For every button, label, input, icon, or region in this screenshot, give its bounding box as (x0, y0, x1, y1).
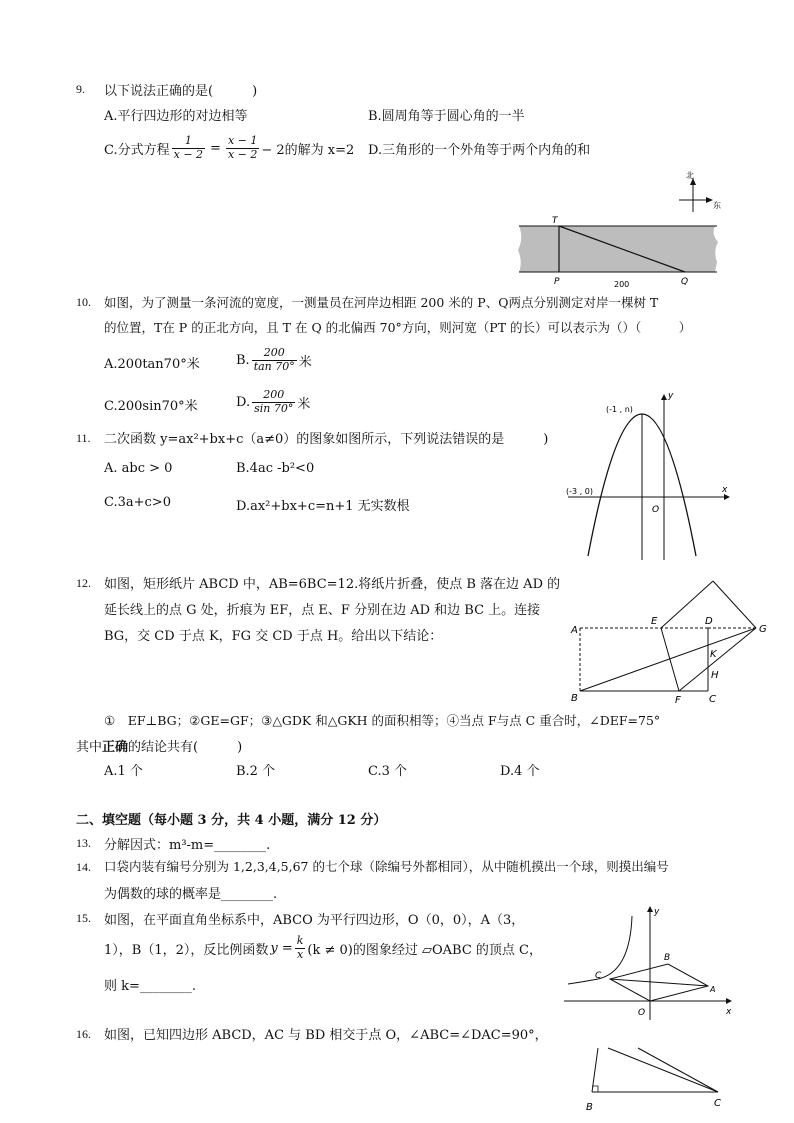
q10-option-a: A.200tan70°米 (104, 357, 200, 372)
q10-b-num: 200 (252, 347, 297, 361)
q15-f-num: k (296, 933, 304, 947)
q15-line-2-suffix: (k ≠ 0)的图象经过 ▱OABC 的顶点 C， (307, 942, 542, 958)
river-figure (515, 168, 730, 288)
q12-line-2: 延长线上的点 G 处，折痕为 EF，点 E、F 分别在边 AD 和边 BC 上。连接 (104, 603, 541, 618)
q9-number: 9. (76, 82, 85, 96)
q10-option-d (236, 384, 310, 420)
x-axis-label: x (726, 1007, 732, 1017)
q9-fraction-2 (226, 135, 259, 161)
compass-north-label: 北 (686, 171, 694, 180)
y-axis-arrow-icon (661, 394, 667, 400)
point-Q-label: Q (681, 277, 689, 287)
q16-text: 如图，已知四边形 ABCD，AC 与 BD 相交于点 O，∠ABC=∠DAC=90°， (104, 1028, 548, 1043)
q12-conclusions: ① EF⊥BG；②GE=GF；③△GDK 和△GKH 的面积相等；④当点 F与点 C 重合时，∠DEF=75° (104, 713, 661, 728)
q10-line-1: 如图，为了测量一条河流的宽度，一测量员在河岸边相距 200 米的 P、Q两点分别测定对岸一棵树 T (104, 295, 659, 310)
q9-f1-den: x − 2 (173, 147, 204, 161)
q15-f-den: x (296, 947, 304, 961)
q10-b-prefix: B. (236, 352, 250, 368)
q9-option-c (104, 130, 354, 166)
q9-f1-num: 1 (172, 135, 205, 149)
parallelogram-figure (560, 902, 735, 1022)
q9-option-a: A.平行四边形的对边相等 (104, 109, 248, 124)
q11-option-d: D.ax²+bx+c=n+1 无实数根 (236, 499, 410, 514)
q12-option-a: A.1 个 (104, 764, 143, 779)
label-B: B (664, 953, 671, 963)
segment-BG (580, 628, 756, 691)
segment-AC (608, 1048, 718, 1092)
q12-line-3: BG，交 CD 于点 K，FG 交 CD 于点 H。给出以下结论： (104, 629, 443, 644)
quadrilateral-figure (580, 1040, 740, 1118)
x-axis-arrow-icon (726, 998, 732, 1004)
q13-number: 13. (76, 836, 91, 850)
q9-stem: 以下说法正确的是( ) (104, 84, 258, 99)
rectangle-fold-figure (563, 575, 778, 710)
q15-number: 15. (76, 911, 91, 925)
q15-fraction (295, 935, 306, 961)
q9-c-prefix: C.分式方程 (104, 142, 170, 158)
q12-ask-prefix: 其中 (76, 740, 103, 755)
x-axis-label: x (722, 485, 728, 495)
vertex-label: (-1 , n) (606, 405, 633, 414)
y-axis-label: y (654, 907, 660, 917)
label-D: D (705, 616, 713, 627)
q10-b-fraction (252, 347, 297, 373)
q12-option-c: C.3 个 (368, 764, 408, 779)
label-O: O (638, 1008, 646, 1018)
q14-number: 14. (76, 860, 91, 874)
label-B: B (571, 693, 578, 704)
label-E: E (651, 616, 658, 627)
q15-line-3: 则 k=________. (104, 979, 197, 994)
q9-equals: = (210, 140, 221, 156)
q10-b-suffix: 米 (298, 354, 312, 370)
origin-label: O (652, 505, 660, 515)
root-label: (-3 , 0) (566, 487, 593, 496)
q9-f2-num: x − 1 (227, 133, 258, 147)
q11-option-b: B.4ac -b²<0 (236, 461, 315, 476)
q10-option-c: C.200sin70°米 (104, 399, 198, 414)
q12-ask (76, 736, 242, 755)
q12-option-d: D.4 个 (500, 764, 540, 779)
q12-number: 12. (76, 576, 91, 590)
label-C: C (714, 1098, 721, 1109)
segment-top-G (713, 581, 756, 628)
segment-DC (638, 1048, 718, 1092)
q11-number: 11. (76, 431, 91, 445)
label-C: C (595, 971, 602, 981)
east-arrow-icon (706, 197, 713, 203)
q14-line-1: 口袋内装有编号分别为 1,2,3,4,5,67 的七个球（除编号外都相同），从中随机摸出一个球，则摸出编号 (104, 859, 669, 874)
segment-EF (661, 628, 679, 691)
q15-line-2-prefix: 1），B（1，2），反比例函数 (104, 942, 269, 958)
q9-c-suffix: − 2的解为 x=2 (261, 142, 355, 158)
y-axis-arrow-icon (647, 906, 653, 912)
q11-stem: 二次函数 y=ax²+bx+c（a≠0）的图象如图所示，下列说法错误的是 ) (104, 432, 549, 447)
section-2-title: 二、填空题（每小题 3 分，共 4 小题，满分 12 分） (76, 813, 387, 828)
q12-ask-bold: 正确 (102, 740, 129, 755)
q9-option-b: B.圆周角等于圆心角的一半 (368, 109, 525, 124)
diagonal-CA (610, 979, 708, 986)
q15-line-2 (104, 930, 542, 966)
q9-fraction-1 (172, 135, 205, 161)
q10-d-den: sin 70° (254, 401, 294, 415)
q10-d-num: 200 (252, 389, 295, 403)
point-T-label: T (552, 216, 558, 226)
segment-upper-left (592, 1048, 598, 1092)
label-B: B (586, 1102, 593, 1113)
label-K: K (710, 649, 717, 660)
q15-line-1: 如图，在平面直角坐标系中，ABCO 为平行四边形，O（0，0），A（3， (104, 913, 525, 928)
label-A: A (571, 625, 578, 636)
label-G: G (759, 624, 767, 635)
q11-option-c: C.3a+c>0 (104, 495, 171, 510)
compass-east-label: 东 (713, 201, 721, 210)
q12-line-1: 如图，矩形纸片 ABCD 中，AB=6BC=12.将纸片折叠，使点 B 落在边 AD 的 (104, 577, 561, 592)
q10-d-prefix: D. (236, 394, 251, 410)
label-C: C (709, 694, 716, 705)
q10-d-fraction (252, 389, 295, 415)
segment-FG (679, 628, 756, 691)
q12-option-b: B.2 个 (236, 764, 276, 779)
point-P-label: P (554, 277, 560, 287)
parabola-figure (558, 388, 738, 566)
q10-d-suffix: 米 (297, 396, 311, 412)
q10-b-den: tan 70° (253, 359, 295, 373)
q15-y-equals: y = (270, 940, 293, 956)
y-axis-label: y (668, 391, 674, 401)
river-area (518, 226, 718, 272)
q14-line-2: 为偶数的球的概率是________. (104, 887, 278, 902)
q11-option-a: A. abc > 0 (104, 461, 173, 476)
label-H: H (711, 670, 719, 681)
q12-ask-suffix: 的结论共有( ) (128, 740, 243, 755)
distance-label: 200 (614, 280, 630, 288)
q16-number: 16. (76, 1027, 91, 1041)
q9-f2-den: x − 2 (227, 147, 258, 161)
label-F: F (675, 695, 681, 706)
q13-text: 分解因式：m³-m=________. (104, 838, 271, 853)
q10-number: 10. (76, 295, 91, 309)
q10-option-b (236, 342, 312, 378)
label-A: A (710, 985, 716, 994)
q9-option-d: D.三角形的一个外角等于两个内角的和 (368, 143, 591, 158)
q10-line-2: 的位置，T在 P 的正北方向，且 T 在 Q 的北偏西 70°方向，则河宽（PT 的长）可以表示为（）（ ） (104, 320, 692, 335)
